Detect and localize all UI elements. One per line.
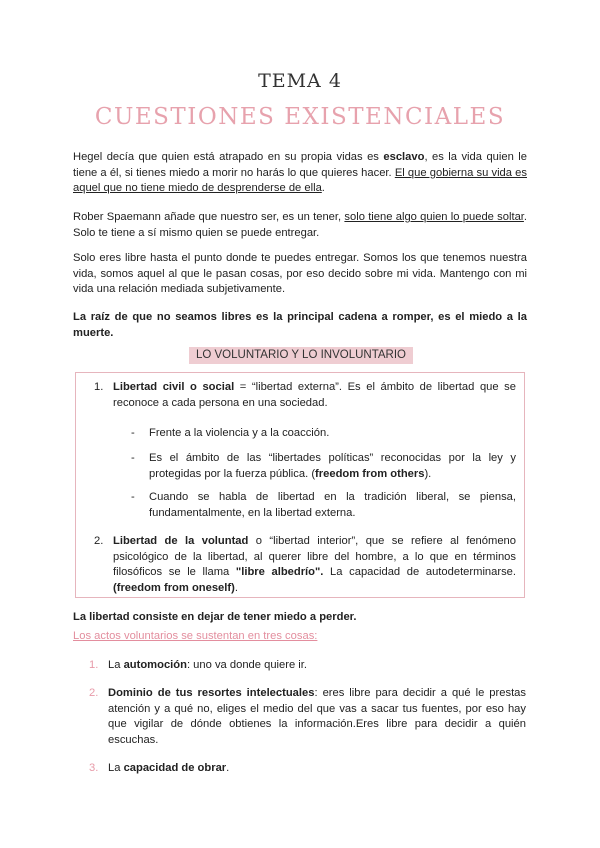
paragraph-libre: Solo eres libre hasta el punto donde te puedes entregar. Somos los que tenemos nuestra vida, somos aquel al que le pasan cosas, por eso decido sobre mi vida. Mantengo con mi vida una relación mediada subjetivamente. [73, 252, 527, 295]
list-item-2-number: 2. [89, 687, 99, 699]
hegel-bold: esclavo [383, 151, 425, 163]
dash-1-text: Frente a la violencia y a la coacción. [149, 427, 330, 439]
section-heading: LO VOLUNTARIO Y LO INVOLUNTARIO [189, 347, 413, 364]
list-item-3-number: 3. [89, 762, 99, 774]
item-2-bold-2: "libre albedrío". [235, 566, 324, 578]
item-2-rest-2: La capacidad de autodeterminarse. [323, 566, 517, 578]
item-1-rest: = “libertad externa”. Es el ámbito de libertad que se reconoce a cada persona en una sociedad. [113, 381, 516, 409]
paragraph-spaemann [73, 210, 527, 241]
item-2-number: 2. [94, 535, 104, 547]
page-title: CUESTIONES EXISTENCIALES [94, 104, 506, 130]
hegel-text-2: , es la vida quien le tiene a él, si tienes miedo a morir no harás lo que quieres hacer. [73, 151, 528, 179]
list-item-2 [108, 686, 526, 748]
list-item-3-bold: capacidad de obrar [123, 762, 227, 774]
item-2-bold: Libertad de la voluntad [113, 535, 249, 547]
hegel-text-1: Hegel decía que quien está atrapado en su propia vidas es [73, 151, 384, 163]
hegel-end: . [321, 182, 325, 194]
topic-number: TEMA 4 [258, 70, 342, 92]
spaemann-text-2: . Solo te tiene a sí mismo quien se puede entregar. [73, 211, 528, 239]
list-item-3-rest: . [226, 762, 230, 774]
item-1-bold: Libertad civil o social [113, 381, 235, 393]
paragraph-libertad: La libertad consiste en dejar de tener miedo a perder. [73, 611, 357, 623]
list-item-1-number: 1. [89, 659, 99, 671]
dash-2-mark: - [131, 452, 135, 464]
item-2-text [113, 534, 516, 596]
dash-3-text: Cuando se habla de libertad en la tradición liberal, se piensa, fundamentalmente, en la libertad externa. [149, 491, 516, 519]
paragraph-raiz: La raíz de que no seamos libres es la principal cadena a romper, es el miedo a la muerte. [73, 311, 527, 339]
dash-3-mark: - [131, 491, 135, 503]
list-item-2-rest: : eres libre para decidir a qué le prestas atención y a qué no, eliges el medio del que vas a sacar tus fuentes, por eso hay que vigilar de dónde obtienes la información.Eres libre para decidir a quién escuchas. [108, 687, 526, 746]
item-2-rest: o “libertad interior”, que se refiere al fenómeno psicológico de la libertad, al querer libre del hombre, a lo que en términos filosóficos se le llama [113, 535, 516, 578]
dash-1-mark: - [131, 427, 135, 439]
list-item-1-bold: automoción [123, 659, 187, 671]
list-item-2-bold: Dominio de tus resortes intelectuales [108, 687, 315, 699]
dash-2-bold: freedom from others [315, 467, 425, 480]
actos-underlined: Los actos voluntarios se sustentan en tres cosas: [73, 630, 318, 642]
item-1-text [113, 380, 516, 411]
spaemann-underlined: solo tiene algo quien lo puede soltar [344, 211, 524, 223]
dash-2-main: Es el ámbito de las “libertades políticas” reconocidas por la ley y protegidas por la fuerza pública. ( [149, 452, 516, 480]
item-2-bold-3: (freedom from oneself) [113, 581, 235, 594]
list-item-3-pre: La [108, 762, 124, 774]
paragraph-hegel [73, 150, 527, 197]
list-item-1-rest: : uno va donde quiere ir. [186, 659, 308, 671]
list-item-3 [108, 761, 526, 777]
dash-2-text [149, 451, 516, 482]
dash-2-end: ). [424, 467, 432, 480]
list-item-1-pre: La [108, 659, 124, 671]
list-item-1 [108, 658, 526, 674]
item-2-end: . [234, 581, 238, 594]
spaemann-text-1: Rober Spaemann añade que nuestro ser, es un tener, [73, 211, 345, 223]
paragraph-actos [73, 629, 527, 645]
item-1-number: 1. [94, 381, 104, 393]
hegel-underlined: El que gobierna su vida es aquel que no tiene miedo de desprenderse de ella [73, 166, 527, 194]
